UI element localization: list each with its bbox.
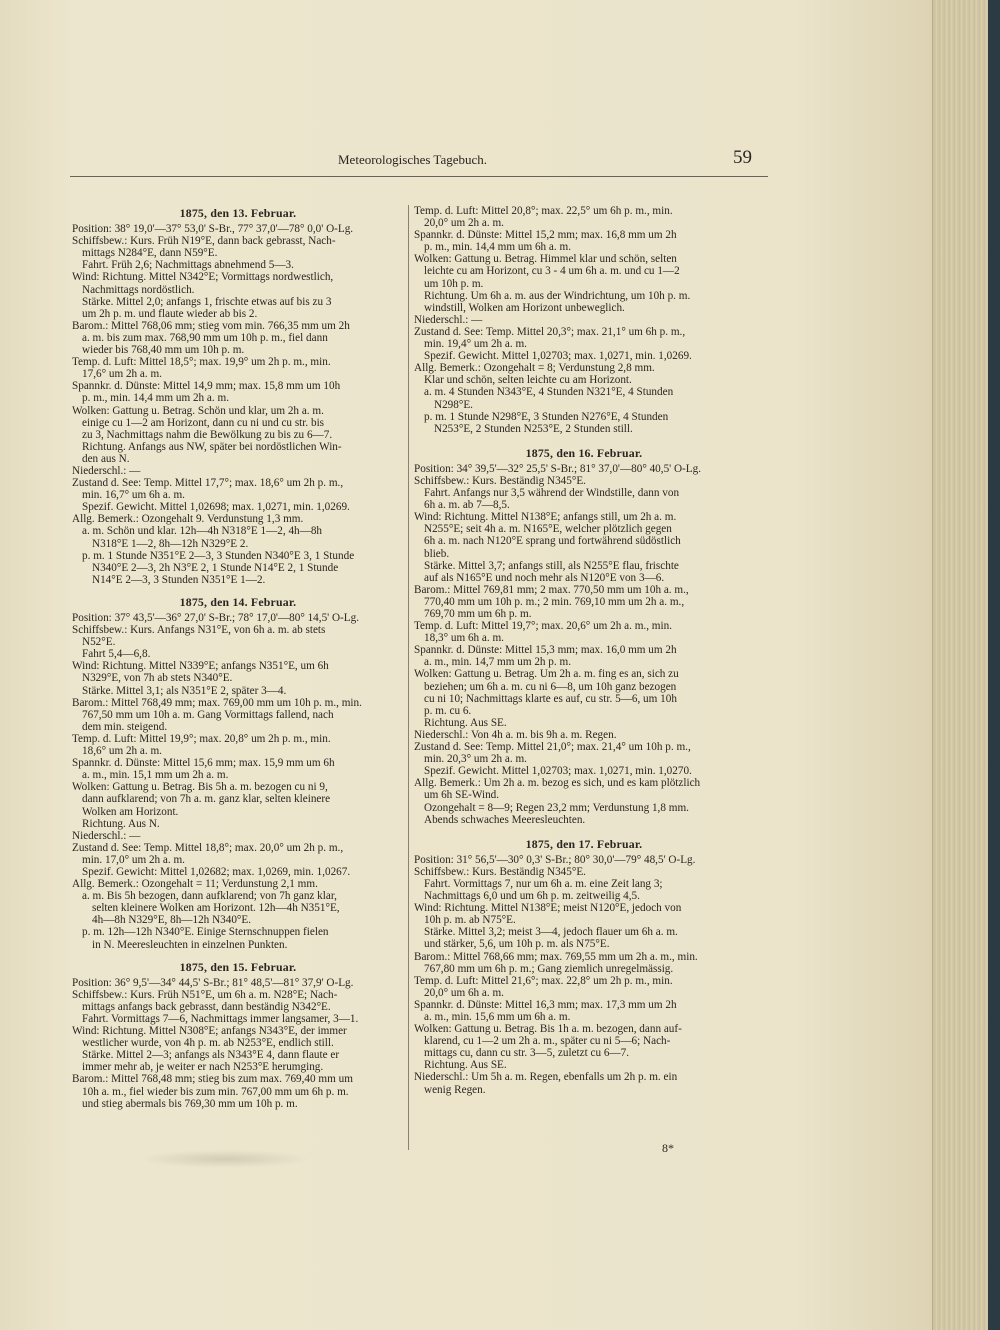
log-line: dem min. steigend. bbox=[82, 720, 168, 733]
log-line: Richtung. Aus SE. bbox=[424, 716, 507, 729]
log-line: Stärke. Mittel 2,0; anfangs 1, frischte etwas auf bis zu 3 bbox=[82, 295, 332, 308]
log-line: Niederschl.: Von 4h a. m. bis 9h a. m. Regen. bbox=[414, 728, 617, 741]
log-line: in N. Meeresleuchten in einzelnen Punkten. bbox=[92, 938, 288, 951]
log-line: min. 17,0° um 2h a. m. bbox=[82, 853, 185, 866]
book-cover-edge bbox=[988, 0, 1000, 1330]
log-line: Spannkr. d. Dünste: Mittel 16,3 mm; max. 17,3 mm um 2h bbox=[414, 998, 677, 1011]
log-line: Wind: Richtung. Mittel N138°E; meist N120°E, jedoch von bbox=[414, 902, 682, 915]
log-line: Schiffsbew.: Kurs. Früh N51°E, um 6h a. m. N28°E; Nach- bbox=[72, 988, 338, 1001]
log-line: Fahrt 5,4—6,8. bbox=[82, 648, 151, 661]
log-line: Temp. d. Luft: Mittel 21,6°; max. 22,8° um 2h p. m., min. bbox=[414, 974, 673, 987]
log-line: 18,6° um 2h a. m. bbox=[82, 745, 162, 758]
log-line: Allg. Bemerk.: Ozongehalt 9. Verdunstung 1,3 mm. bbox=[72, 513, 304, 526]
log-line: 767,50 mm um 10h a. m. Gang Vormittags fallend, nach bbox=[82, 708, 334, 721]
log-line: p. m. 1 Stunde N351°E 2—3, 3 Stunden N340°E 3, 1 Stunde bbox=[82, 549, 355, 562]
log-line: 4h—8h N329°E, 8h—12h N340°E. bbox=[92, 914, 252, 927]
log-line: Temp. d. Luft: Mittel 19,7°; max. 20,6° um 2h a. m., min. bbox=[414, 620, 672, 633]
log-line: cu ni 10; Nachmittags klarte es auf, cu str. 5—6, um 10h bbox=[424, 692, 677, 705]
log-line: Wolken: Gattung u. Betrag. Schön und klar, um 2h a. m. bbox=[72, 404, 324, 417]
log-line: dann aufklarend; von 7h a. m. ganz klar, selten kleinere bbox=[82, 793, 331, 806]
log-line: a. m., min. 14,7 mm um 2h p. m. bbox=[424, 656, 571, 669]
log-line: Richtung. Aus SE. bbox=[424, 1059, 507, 1072]
log-line: 6h a. m. nach N120°E sprang und fortwährend südöstlich bbox=[424, 535, 681, 548]
log-line: Wind: Richtung. Mittel N138°E; anfangs still, um 2h a. m. bbox=[414, 511, 677, 524]
log-line: Temp. d. Luft: Mittel 19,9°; max. 20,8° um 2h p. m., min. bbox=[72, 732, 331, 745]
signature-mark: 8* bbox=[662, 1141, 674, 1155]
log-line: beziehen; um 6h a. m. cu ni 6—8, um 10h ganz bezogen bbox=[424, 680, 677, 693]
entry-date-heading: 1875, den 14. Februar. bbox=[179, 594, 297, 609]
log-line: Position: 38° 19,0'—37° 53,0' S-Br., 77° 37,0'—78° 0,0' O-Lg. bbox=[72, 223, 354, 236]
log-line: Richtung. Um 6h a. m. aus der Windrichtung, um 10h p. m. bbox=[424, 289, 691, 302]
log-line: N52°E. bbox=[82, 636, 116, 649]
log-line: p. m. 12h—12h N340°E. Einige Sternschnuppen fielen bbox=[82, 926, 329, 939]
log-line: leichte cu am Horizont, cu 3 - 4 um 6h a. m. und cu 1—2 bbox=[424, 265, 680, 278]
log-line: windstill, Wolken am Horizont unbeweglich. bbox=[424, 301, 625, 314]
entry-date-heading: 1875, den 15. Februar. bbox=[179, 959, 297, 974]
log-line: und stieg abermals bis 769,30 mm um 10h p. m. bbox=[82, 1097, 298, 1110]
log-line: mittags anfangs back gebrasst, dann beständig N342°E. bbox=[82, 1000, 331, 1013]
log-line: Position: 31° 56,5'—30° 0,3' S-Br.; 80° 30,0'—79° 48,5' O-Lg. bbox=[414, 853, 696, 866]
log-line: Barom.: Mittel 769,81 mm; 2 max. 770,50 mm um 10h a. m., bbox=[414, 583, 689, 596]
log-line: 10h p. m. ab N75°E. bbox=[424, 914, 516, 927]
log-line: Stärke. Mittel 3,2; meist 3—4, jedoch flauer um 6h a. m. bbox=[424, 926, 678, 939]
log-line: Position: 34° 39,5'—32° 25,5' S-Br.; 81° 37,0'—80° 40,5' O-Lg. bbox=[414, 462, 702, 475]
log-line: Position: 37° 43,5'—36° 27,0' S-Br.; 78° 17,0'—80° 14,5' O-Lg. bbox=[72, 612, 360, 624]
log-line: Stärke. Mittel 3,1; als N351°E 2, später 3—4. bbox=[82, 684, 287, 697]
log-line: Zustand d. See: Temp. Mittel 17,7°; max. 18,6° um 2h p. m., bbox=[72, 477, 344, 490]
log-line: mittags cu, dann cu str. 3—5, zuletzt cu 6—7. bbox=[424, 1047, 630, 1060]
log-line: immer mehr ab, je weiter er nach N253°E herumging. bbox=[82, 1061, 324, 1074]
log-line: westlicher wurde, von 4h p. m. ab N253°E, endlich still. bbox=[82, 1037, 334, 1050]
log-line: p. m., min. 14,4 mm um 6h a. m. bbox=[424, 241, 571, 254]
log-line: Niederschl.: — bbox=[72, 829, 141, 842]
log-line: Temp. d. Luft: Mittel 18,5°; max. 19,9° um 2h p. m., min. bbox=[72, 356, 331, 369]
log-line: selten kleinere Wolken am Horizont. 12h—4h N351°E, bbox=[92, 902, 340, 915]
log-line: auf als N165°E und noch mehr als N120°E von 3—6. bbox=[424, 571, 665, 584]
log-line: um 10h p. m. bbox=[424, 277, 484, 290]
log-line: Nachmittags 6,0 und um 6h p. m. zeitweilig 4,5. bbox=[424, 890, 640, 903]
log-line: Wolken am Horizont. bbox=[82, 805, 179, 818]
log-line: 20,0° um 2h a. m. bbox=[424, 217, 504, 230]
log-line: p. m. cu 6. bbox=[424, 704, 472, 717]
log-line: Niederschl.: — bbox=[414, 313, 483, 326]
log-line: 769,70 mm um 6h p. m. bbox=[424, 608, 532, 620]
log-line: blieb. bbox=[424, 547, 450, 560]
column-divider bbox=[408, 205, 409, 1150]
right-column bbox=[414, 205, 754, 1096]
log-line: Spezif. Gewicht. Mittel 1,02703; max. 1,0271, min. 1,0270. bbox=[424, 765, 692, 778]
log-line: Richtung. Aus N. bbox=[82, 817, 160, 830]
log-line: Spannkr. d. Dünste: Mittel 15,6 mm; max. 15,9 mm um 6h bbox=[72, 757, 335, 770]
log-line: Wolken: Gattung u. Betrag. Bis 5h a. m. bezogen cu ni 9, bbox=[72, 781, 328, 794]
log-line: p. m. 1 Stunde N298°E, 3 Stunden N276°E, 4 Stunden bbox=[424, 410, 669, 423]
log-line: Spezif. Gewicht: Mittel 1,02682; max. 1,0269, min. 1,0267. bbox=[82, 865, 351, 878]
log-line: N329°E, von 7h ab stets N340°E. bbox=[82, 672, 233, 685]
log-line: Wolken: Gattung u. Betrag. Himmel klar und schön, selten bbox=[414, 253, 677, 266]
log-line: Spannkr. d. Dünste: Mittel 14,9 mm; max. 15,8 mm um 10h bbox=[72, 380, 341, 393]
log-line: Wind: Richtung. Mittel N342°E; Vormittags nordwestlich, bbox=[72, 271, 334, 284]
log-line: min. 19,4° um 2h a. m. bbox=[424, 338, 527, 351]
log-line: N255°E; seit 4h a. m. N165°E, welcher plötzlich gegen bbox=[424, 523, 672, 536]
log-line: Schiffsbew.: Kurs. Beständig N345°E. bbox=[414, 474, 586, 487]
log-line: den aus N. bbox=[82, 452, 130, 465]
log-line: Ozongehalt = 8—9; Regen 23,2 mm; Verdunstung 1,8 mm. bbox=[424, 801, 689, 814]
log-line: a. m. Schön und klar. 12h—4h N318°E 1—2, 4h—8h bbox=[82, 525, 323, 538]
log-line: Fahrt. Vormittags 7—6, Nachmittags immer langsamer, 3—1. bbox=[82, 1013, 359, 1025]
log-line: Fahrt. Anfangs nur 3,5 während der Windstille, dann von bbox=[424, 487, 680, 500]
log-line: 10h a. m., fiel wieder bis zum min. 767,00 mm um 6h p. m. bbox=[82, 1085, 349, 1098]
log-line: 770,40 mm um 10h p. m.; 2 min. 769,10 mm um 2h a. m., bbox=[424, 595, 685, 608]
log-line: Niederschl.: — bbox=[72, 464, 141, 477]
log-line: N318°E 1—2, 8h—12h N329°E 2. bbox=[92, 537, 249, 550]
log-line: und stärker, 5,6, um 10h p. m. als N75°E. bbox=[424, 938, 610, 951]
log-line: Wind: Richtung. Mittel N339°E; anfangs N351°E, um 6h bbox=[72, 660, 329, 673]
log-line: 6h a. m. ab 7—8,5. bbox=[424, 499, 510, 512]
entry-date-heading: 1875, den 17. Februar. bbox=[525, 836, 643, 851]
log-line: a. m. Bis 5h bezogen, dann aufklarend; von 7h ganz klar, bbox=[82, 890, 337, 903]
log-line: Wolken: Gattung u. Betrag. Bis 1h a. m. bezogen, dann auf- bbox=[414, 1023, 682, 1036]
left-column bbox=[72, 205, 404, 1110]
log-line: Schiffsbew.: Kurs. Anfangs N31°E, von 6h a. m. ab stets bbox=[72, 624, 326, 637]
log-line: zu 3, Nachmittags nahm die Bewölkung zu bis zu 6—7. bbox=[82, 428, 333, 441]
log-line: Barom.: Mittel 768,66 mm; max. 769,55 mm um 2h a. m., min. bbox=[414, 950, 698, 963]
log-line: Zustand d. See: Temp. Mittel 18,8°; max. 20,0° um 2h p. m., bbox=[72, 841, 344, 854]
log-line: Wolken: Gattung u. Betrag. Um 2h a. m. fing es an, sich zu bbox=[414, 668, 679, 681]
log-line: Temp. d. Luft: Mittel 20,8°; max. 22,5° um 6h p. m., min. bbox=[414, 205, 673, 217]
running-head: Meteorologisches Tagebuch. bbox=[338, 152, 488, 167]
log-line: min. 16,7° um 6h a. m. bbox=[82, 489, 185, 502]
log-line: 17,6° um 2h a. m. bbox=[82, 368, 162, 381]
log-line: Klar und schön, selten leichte cu am Horizont. bbox=[424, 374, 632, 387]
log-line: 18,3° um 6h a. m. bbox=[424, 632, 504, 645]
log-line: um 6h SE-Wind. bbox=[424, 789, 500, 802]
log-line: 767,80 mm um 6h p. m.; Gang ziemlich unregelmässig. bbox=[424, 962, 674, 975]
log-line: Barom.: Mittel 768,49 mm; max. 769,00 mm um 10h p. m., min. bbox=[72, 696, 362, 709]
log-line: N340°E 2—3, 2h N3°E 2, 1 Stunde N14°E 2, 1 Stunde bbox=[92, 561, 339, 574]
log-line: min. 20,3° um 2h a. m. bbox=[424, 753, 527, 766]
log-line: Zustand d. See: Temp. Mittel 21,0°; max. 21,4° um 10h p. m., bbox=[414, 741, 691, 754]
log-line: N14°E 2—3, 3 Stunden N351°E 1—2. bbox=[92, 573, 266, 586]
entry-date-heading: 1875, den 16. Februar. bbox=[525, 445, 643, 460]
log-line: Allg. Bemerk.: Um 2h a. m. bezog es sich, und es kam plötzlich bbox=[414, 777, 701, 790]
log-line: N298°E. bbox=[434, 398, 473, 411]
log-line: Niederschl.: Um 5h a. m. Regen, ebenfalls um 2h p. m. ein bbox=[414, 1071, 678, 1084]
log-line: Nachmittags nordöstlich. bbox=[82, 283, 195, 296]
page-number: 59 bbox=[733, 147, 752, 168]
log-line: Position: 36° 9,5'—34° 44,5' S-Br.; 81° 48,5'—81° 37,9' O-Lg. bbox=[72, 976, 354, 989]
log-line: Abends schwaches Meeresleuchten. bbox=[424, 813, 586, 826]
log-line: 20,0° um 6h a. m. bbox=[424, 986, 504, 999]
log-line: p. m., min. 14,4 mm um 2h a. m. bbox=[82, 392, 229, 405]
log-line: wenig Regen. bbox=[424, 1083, 486, 1096]
log-line: um 2h p. m. und flaute wieder ab bis 2. bbox=[82, 307, 258, 320]
log-line: a. m., min. 15,1 mm um 2h a. m. bbox=[82, 769, 229, 782]
log-line: Allg. Bemerk.: Ozongehalt = 8; Verdunstung 2,8 mm. bbox=[414, 362, 655, 375]
log-line: Stärke. Mittel 2—3; anfangs als N343°E 4, dann flaute er bbox=[82, 1049, 340, 1062]
log-line: klarend, cu 1—2 um 2h a. m., später cu ni 5—6; Nach- bbox=[424, 1035, 671, 1048]
log-line: Zustand d. See: Temp. Mittel 20,3°; max. 21,1° um 6h p. m., bbox=[414, 325, 686, 338]
log-line: einige cu 1—2 am Horizont, dann cu ni und cu str. bis bbox=[82, 416, 325, 429]
header-rule bbox=[70, 176, 768, 177]
log-line: Spannkr. d. Dünste: Mittel 15,3 mm; max. 16,0 mm um 2h bbox=[414, 644, 677, 657]
log-line: Wind: Richtung. Mittel N308°E; anfangs N343°E, der immer bbox=[72, 1025, 347, 1038]
log-line: a. m., min. 15,6 mm um 6h a. m. bbox=[424, 1011, 571, 1023]
log-line: Barom.: Mittel 768,06 mm; stieg vom min. 766,35 mm um 2h bbox=[72, 319, 350, 332]
log-line: wieder bis 768,40 mm um 10h p. m. bbox=[82, 344, 245, 357]
log-line: Schiffsbew.: Kurs. Früh N19°E, dann back gebrasst, Nach- bbox=[72, 235, 336, 248]
log-line: Spezif. Gewicht. Mittel 1,02698; max. 1,0271, min. 1,0269. bbox=[82, 501, 350, 514]
log-line: Allg. Bemerk.: Ozongehalt = 11; Verdunstung 2,1 mm. bbox=[72, 878, 318, 891]
log-line: mittags N284°E, dann N59°E. bbox=[82, 247, 218, 260]
paper-smudge bbox=[140, 1150, 310, 1168]
log-line: Fahrt. Früh 2,6; Nachmittags abnehmend 5—3. bbox=[82, 259, 294, 272]
log-line: Spezif. Gewicht. Mittel 1,02703; max. 1,0271, min. 1,0269. bbox=[424, 350, 692, 363]
log-line: Spannkr. d. Dünste: Mittel 15,2 mm; max. 16,8 mm um 2h bbox=[414, 229, 677, 242]
log-line: Stärke. Mittel 3,7; anfangs still, als N255°E flau, frischte bbox=[424, 559, 679, 572]
entry-date-heading: 1875, den 13. Februar. bbox=[179, 206, 297, 220]
log-line: a. m. 4 Stunden N343°E, 4 Stunden N321°E, 4 Stunden bbox=[424, 386, 674, 399]
log-line: Fahrt. Vormittags 7, nur um 6h a. m. eine Zeit lang 3; bbox=[424, 877, 663, 890]
log-line: Barom.: Mittel 768,48 mm; stieg bis zum max. 769,40 mm um bbox=[72, 1073, 353, 1086]
log-line: N253°E, 2 Stunden N253°E, 2 Stunden still. bbox=[434, 422, 633, 435]
log-line: Richtung. Anfangs aus NW, später bei nordöstlichen Win- bbox=[82, 440, 342, 453]
log-line: a. m. bis zum max. 768,90 mm um 10h p. m., fiel dann bbox=[82, 331, 328, 344]
log-line: Schiffsbew.: Kurs. Beständig N345°E. bbox=[414, 865, 586, 878]
